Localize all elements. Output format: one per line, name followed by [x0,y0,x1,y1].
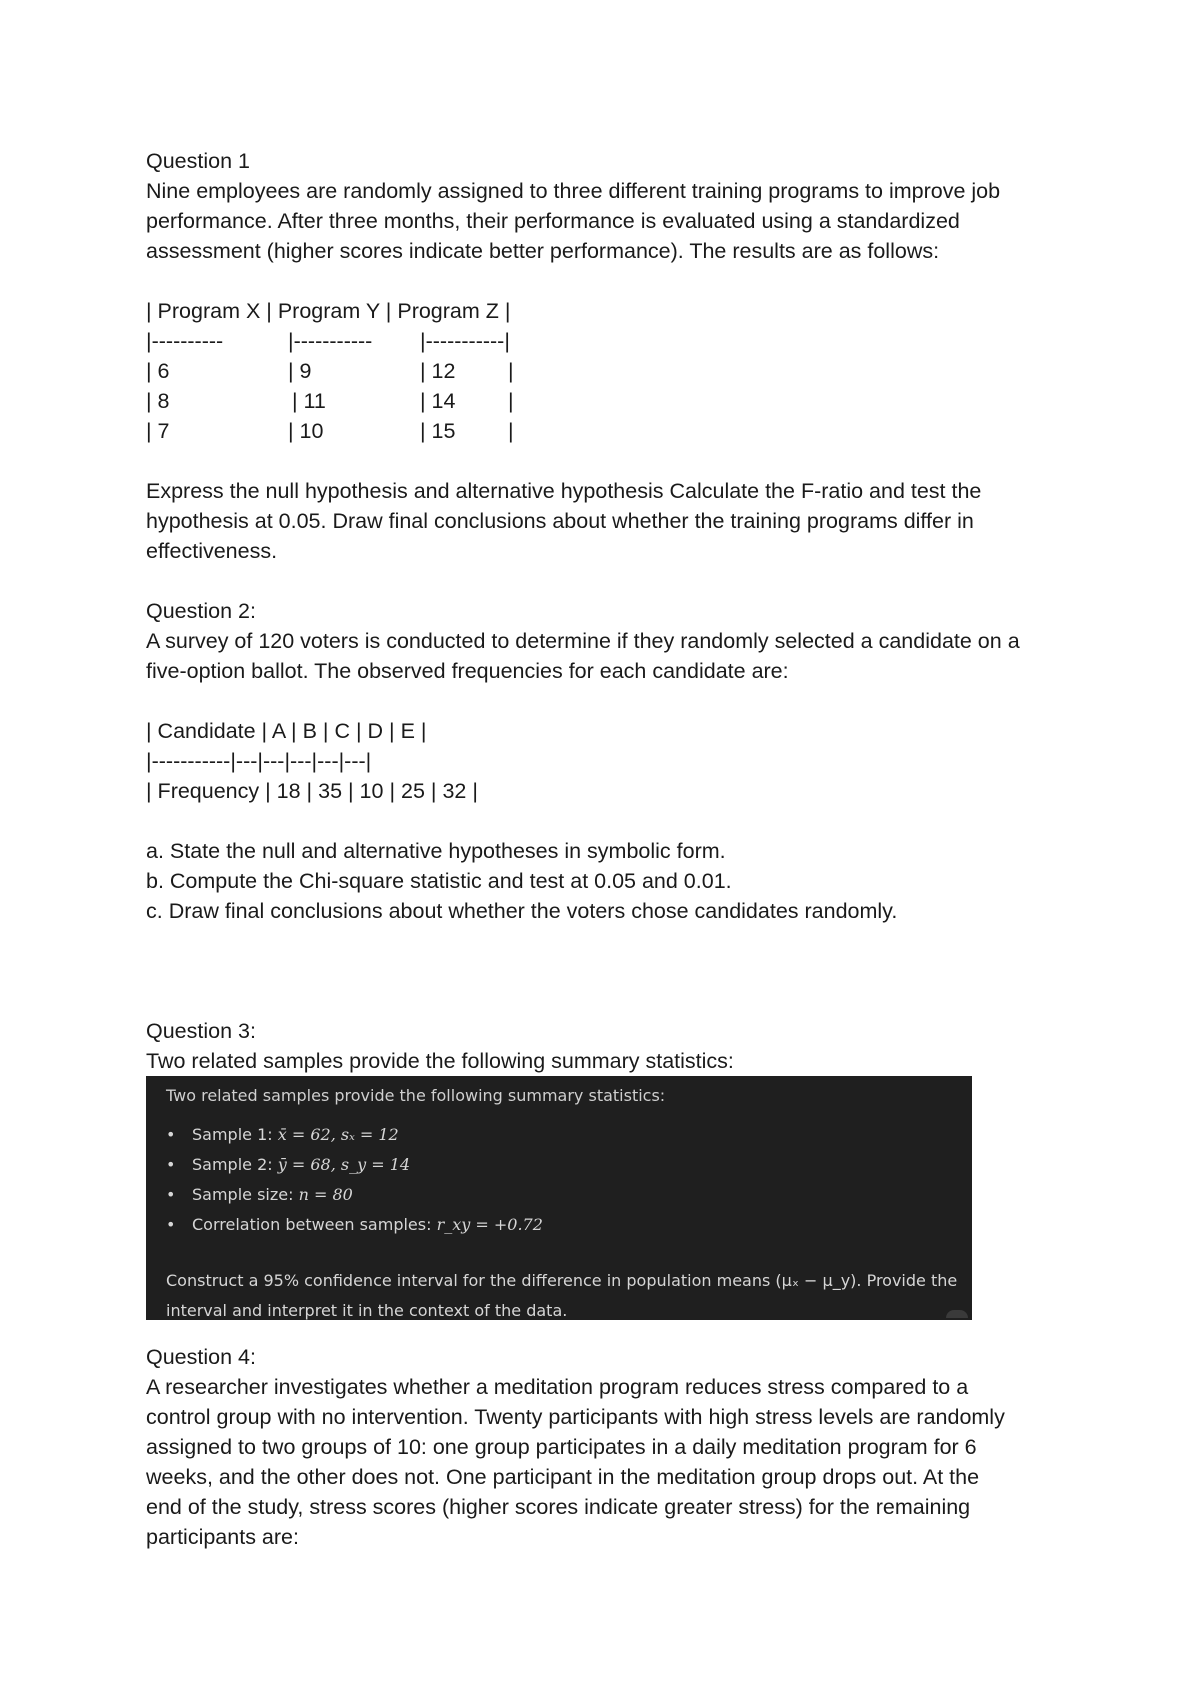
q1-task-line: Express the null hypothesis and alternative hypothesis Calculate the F-ratio and test the [146,479,982,503]
bullet-math: n = 80 [298,1185,353,1204]
q1-divider-cell: |-----------| [420,329,510,353]
q1-cell: | 8 [146,389,170,413]
q1-cell: | [508,359,514,383]
q1-cell: | [508,389,514,413]
q1-table-row [146,356,1066,386]
scroll-corner-icon [946,1310,968,1318]
q4-body-line: participants are: [146,1525,299,1549]
document-page [146,146,1066,1552]
q4-body-line: weeks, and the other does not. One participant in the meditation group drops out. At the [146,1465,980,1489]
q3-title: Question 3: [146,1019,256,1043]
q4-body-line: end of the study, stress scores (higher scores indicate greater stress) for the remaining [146,1495,971,1519]
screenshot-instruction-line: Construct a 95% confidence interval for the difference in population means (μₓ − μ_y). Provide the [166,1271,958,1290]
q1-table-row [146,386,1066,416]
screenshot-intro: Two related samples provide the following summary statistics: [166,1086,666,1105]
screenshot-bullet-list [166,1120,543,1240]
q1-title: Question 1 [146,149,250,173]
q2-body-line: five-option ballot. The observed frequencies for each candidate are: [146,659,789,683]
q1-cell: | 14 [420,389,456,413]
q4-title: Question 4: [146,1345,256,1369]
q1-task-line: hypothesis at 0.05. Draw final conclusions about whether the training programs differ in [146,509,974,533]
bullet-math: ȳ = 68, s_y = 14 [277,1155,411,1174]
q2-body-line: A survey of 120 voters is conducted to determine if they randomly selected a candidate on a [146,629,1020,653]
q1-cell: | 6 [146,359,170,383]
bullet-label: Sample size: [192,1185,299,1204]
embedded-screenshot [146,1076,972,1320]
q1-cell: | 12 [420,359,456,383]
bullet-label: Correlation between samples: [192,1215,437,1234]
screenshot-bullet: • Sample size: n = 80 [166,1185,353,1204]
q2-item: c. Draw final conclusions about whether the voters chose candidates randomly. [146,899,898,923]
screenshot-bullet: • Sample 1: x̄ = 62, sₓ = 12 [166,1125,399,1144]
q1-body-line: performance. After three months, their performance is evaluated using a standardized [146,209,960,233]
bullet-label: Sample 2: [192,1155,278,1174]
q2-item: a. State the null and alternative hypotheses in symbolic form. [146,839,726,863]
q2-item: b. Compute the Chi-square statistic and test at 0.05 and 0.01. [146,869,732,893]
screenshot-instructions [166,1266,966,1326]
q3-body: Two related samples provide the following summary statistics: [146,1049,734,1073]
q1-table-header: | Program X | Program Y | Program Z | [146,299,511,323]
q1-body-line: Nine employees are randomly assigned to three different training programs to improve job [146,179,1001,203]
q2-table-line: | Candidate | A | B | C | D | E | [146,719,427,743]
bullet-math: x̄ = 62, sₓ = 12 [277,1125,399,1144]
q1-cell: | 15 [420,419,456,443]
q4-body-line: assigned to two groups of 10: one group participates in a daily meditation program for 6 [146,1435,977,1459]
q2-table-line: |-----------|---|---|---|---|---| [146,749,372,773]
q1-divider-cell: |---------- [146,329,224,353]
q1-cell: | [508,419,514,443]
screenshot-bullet: • Correlation between samples: r_xy = +0.72 [166,1215,543,1234]
q4-body-line: control group with no intervention. Twenty participants with high stress levels are randomly [146,1405,1005,1429]
q1-divider-cell: |----------- [288,329,373,353]
q2-title: Question 2: [146,599,256,623]
q1-cell: | 11 [292,389,326,413]
q1-table-row [146,416,1066,446]
q1-cell: | 7 [146,419,170,443]
q1-cell: | 9 [288,359,312,383]
q1-cell: | 10 [288,419,324,443]
screenshot-instruction-line: interval and interpret it in the context of the data. [166,1301,568,1320]
q1-task-line: effectiveness. [146,539,278,563]
bullet-math: r_xy = +0.72 [436,1215,543,1234]
q4-body-line: A researcher investigates whether a meditation program reduces stress compared to a [146,1375,969,1399]
q1-table-divider [146,326,1066,356]
bullet-label: Sample 1: [192,1125,278,1144]
q2-table-line: | Frequency | 18 | 35 | 10 | 25 | 32 | [146,779,478,803]
screenshot-bullet: • Sample 2: ȳ = 68, s_y = 14 [166,1155,411,1174]
q1-body-line: assessment (higher scores indicate better performance). The results are as follows: [146,239,940,263]
